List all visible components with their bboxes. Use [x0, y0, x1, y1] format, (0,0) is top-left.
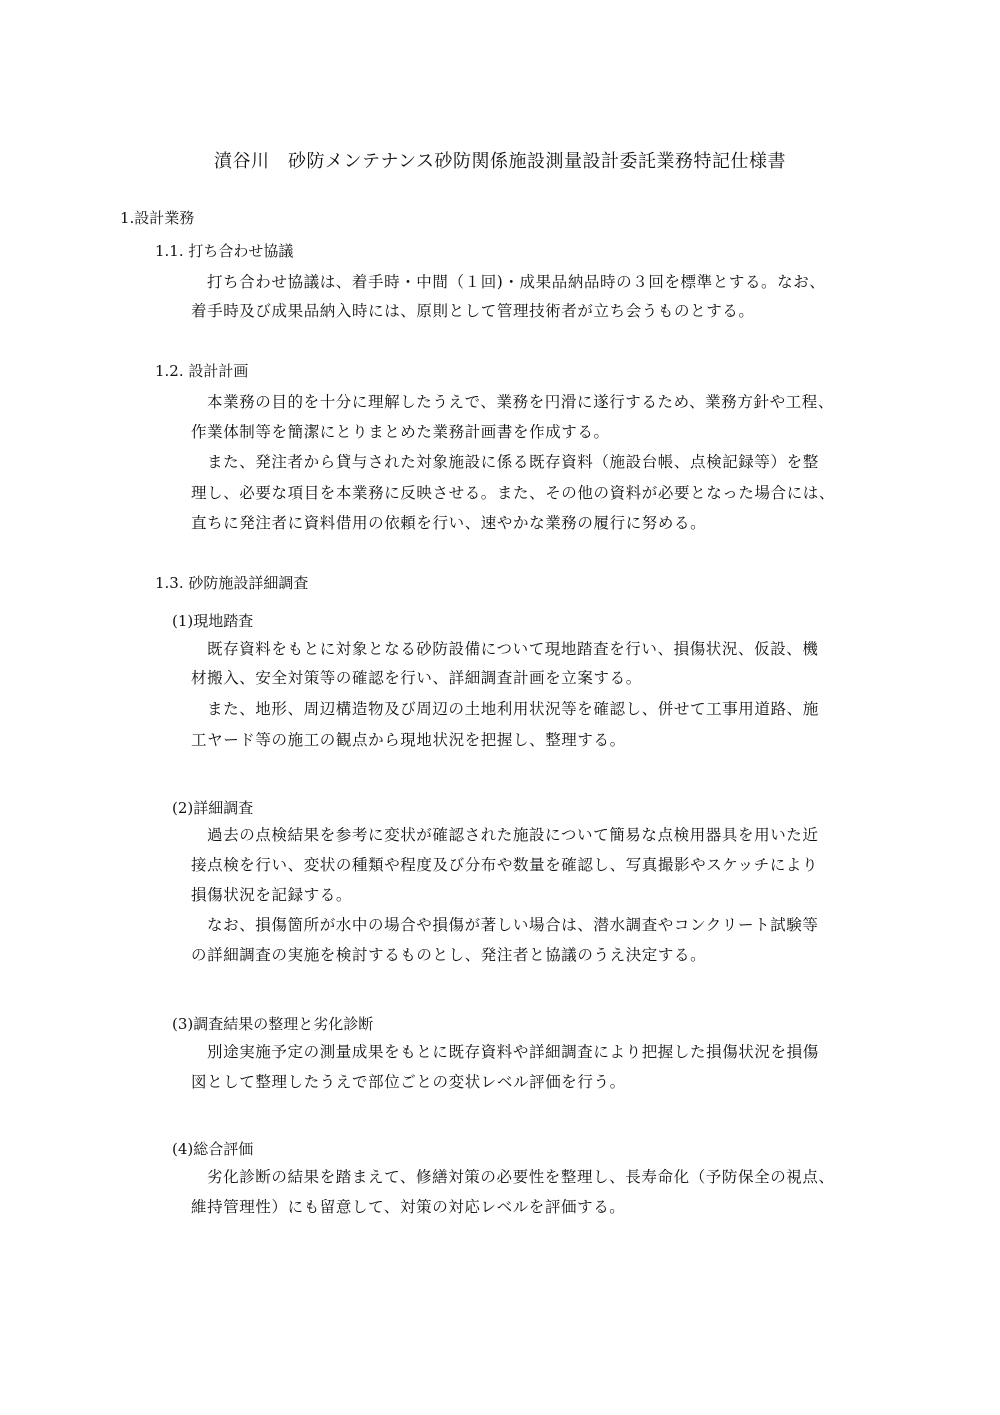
paragraph-line: の詳細調査の実施を検討するものとし、発注者と協議のうえ決定する。: [191, 946, 707, 964]
subsection-3-heading: (3)調査結果の整理と劣化診断: [172, 1015, 374, 1033]
paragraph-line: 作業体制等を簡潔にとりまとめた業務計画書を作成する。: [191, 423, 610, 441]
paragraph-line: 材搬入、安全対策等の確認を行い、詳細調査計画を立案する。: [191, 669, 642, 687]
paragraph-line: 打ち合わせ協議は、着手時・中間（１回)・成果品納品時の３回を標準とする。なお、: [207, 273, 826, 291]
paragraph-line: 劣化診断の結果を踏まえて、修繕対策の必要性を整理し、長寿命化（予防保全の視点、: [207, 1168, 835, 1186]
section-1-1-heading: 1.1. 打ち合わせ協議: [155, 242, 294, 260]
paragraph-line: 工ヤード等の施工の観点から現地状況を把握し、整理する。: [191, 731, 626, 749]
paragraph-line: 別途実施予定の測量成果をもとに既存資料や詳細調査により把握した損傷状況を損傷: [207, 1043, 819, 1061]
paragraph-line: 本業務の目的を十分に理解したうえで、業務を円滑に遂行するため、業務方針や工程、: [207, 393, 834, 411]
document-title: 濆谷川 砂防メンテナンス砂防関係施設測量設計委託業務特記仕様書: [213, 151, 787, 172]
paragraph-line: 過去の点検結果を参考に変状が確認された施設について簡易な点検用器具を用いた近: [207, 826, 819, 844]
subsection-4-heading: (4)総合評価: [172, 1140, 254, 1158]
paragraph-line: 接点検を行い、変状の種類や程度及び分布や数量を確認し、写真撮影やスケッチにより: [191, 856, 819, 874]
paragraph-line: 理し、必要な項目を本業務に反映させる。また、その他の資料が必要となった場合には、: [191, 484, 836, 502]
paragraph-line: なお、損傷箇所が水中の場合や損傷が著しい場合は、潜水調査やコンクリート試験等: [207, 916, 819, 934]
paragraph-line: 既存資料をもとに対象となる砂防設備について現地踏査を行い、損傷状況、仮設、機: [207, 640, 819, 658]
paragraph-line: 着手時及び成果品納入時には、原則として管理技術者が立ち会うものとする。: [191, 302, 755, 320]
paragraph-line: 図として整理したうえで部位ごとの変状レベル評価を行う。: [191, 1073, 626, 1091]
section-1-heading: 1.設計業務: [120, 209, 195, 227]
section-1-2-heading: 1.2. 設計計画: [155, 362, 249, 380]
paragraph-line: 維持管理性）にも留意して、対策の対応レベルを評価する。: [191, 1198, 626, 1216]
section-1-3-heading: 1.3. 砂防施設詳細調査: [155, 574, 309, 592]
subsection-1-heading: (1)現地踏査: [172, 612, 254, 630]
paragraph-line: また、地形、周辺構造物及び周辺の土地利用状況等を確認し、併せて工事用道路、施: [207, 700, 819, 718]
subsection-2-heading: (2)詳細調査: [172, 799, 254, 817]
paragraph-line: また、発注者から貸与された対象施設に係る既存資料（施設台帳、点検記録等）を整: [207, 453, 819, 471]
paragraph-line: 損傷状況を記録する。: [191, 886, 353, 904]
paragraph-line: 直ちに発注者に資料借用の依頼を行い、速やかな業務の履行に努める。: [191, 514, 707, 532]
